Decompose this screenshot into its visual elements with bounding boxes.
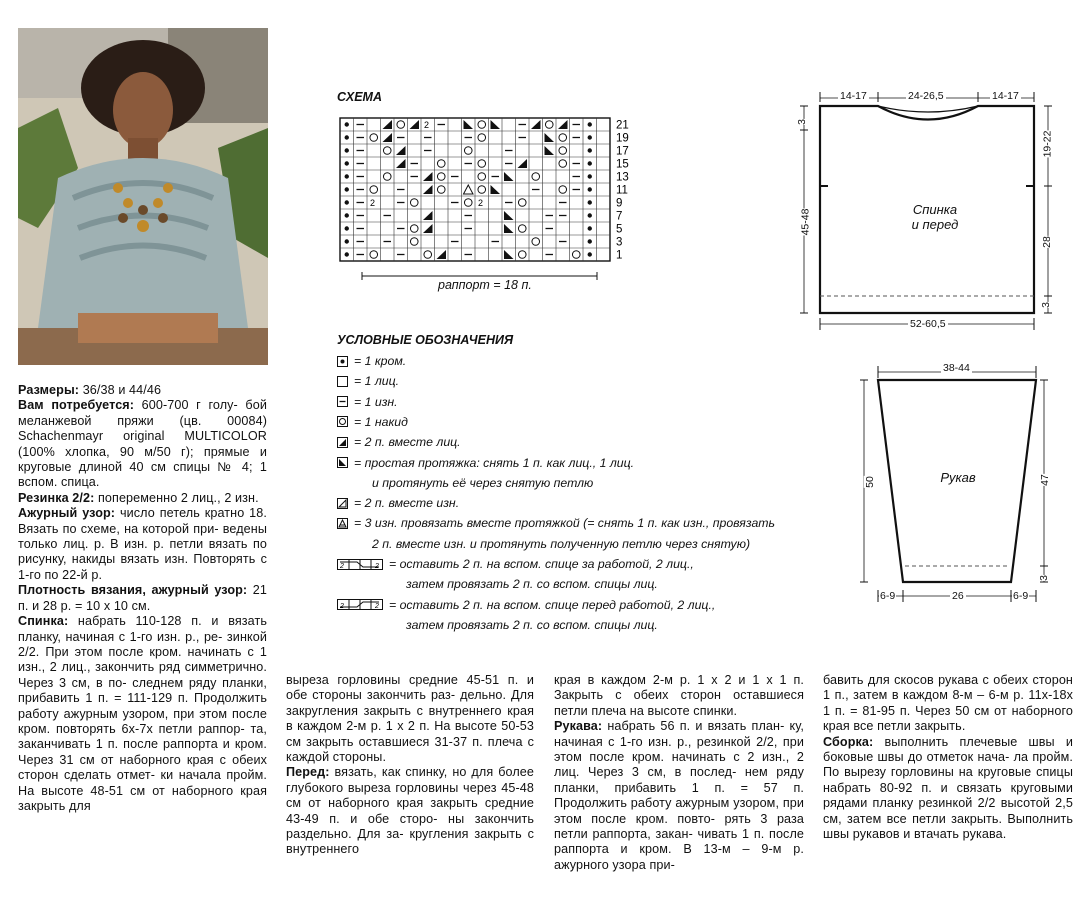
chart-row-number: 7	[616, 210, 623, 223]
cable-mark: 2	[424, 120, 430, 130]
legend-item	[372, 476, 593, 490]
chart-row-number: 17	[616, 145, 629, 158]
legend-text: = 2 п. вместе изн.	[354, 496, 460, 511]
body-dim-right-bottom: 3	[1039, 302, 1052, 308]
legend-item	[337, 415, 408, 429]
body-dim-top-right: 14-17	[992, 90, 1019, 102]
lace-label: Ажурный узор:	[18, 506, 116, 521]
gauge-label: Плотность вязания, ажурный узор:	[18, 583, 248, 598]
col4-text: бавить для скосов рукава с обеих сторон 1 п., затем в каждом 8-м – 6-м р. 11х-18х 1 п. = 81-95 п. Через 50 см от наборного края все петли закрыть.	[823, 673, 1073, 734]
ssk-icon	[337, 457, 348, 468]
rapport-label: раппорт = 18 п.	[438, 278, 532, 292]
body-dim-top-left: 14-17	[840, 90, 867, 102]
left-text-column	[18, 383, 267, 814]
text-column-3	[554, 673, 804, 873]
chart-row-numbers	[616, 120, 629, 262]
cable-mark: 2	[478, 198, 484, 208]
legend-text: и протянуть её через снятую петлю	[372, 475, 594, 490]
edge-stitch-mark	[345, 174, 349, 178]
svg-text:2: 2	[340, 603, 344, 611]
edge-stitch-mark	[345, 226, 349, 230]
svg-text:2: 2	[375, 562, 379, 570]
edge-stitch-mark	[588, 161, 592, 165]
body-label-line2: и перед	[911, 217, 959, 232]
model-photo	[18, 28, 268, 365]
body-dim-top-mid: 24-26,5	[908, 90, 944, 102]
cable-back-icon	[337, 559, 383, 570]
legend-text: = 1 кром.	[354, 354, 407, 368]
legend-text: = оставить 2 п. на вспом. спице перед работой, 2 лиц.,	[389, 597, 716, 612]
sleeve-label: Рукав	[940, 470, 976, 485]
edge-stitch-mark	[345, 135, 349, 139]
chart-row-number: 11	[616, 184, 628, 197]
legend-item	[337, 354, 406, 368]
svg-text:2: 2	[375, 603, 379, 611]
sleeve-dim-bottom-right: 6-9	[1013, 590, 1029, 602]
sleeves-value: набрать 56 п. и вязать план- ку, начиная с 1-го изн. р., резинкой 2/2, при этом после кром. начинать с 2 изн., 2 лиц. Через 3 см, в послед- нем ряду планки, прибавить 1 п. = 57 п. Продолжить работу ажурным узором, при этом после кром. повто- рять 3 раза петли раппорта, закан- чивать 1 п. после раппорта и кром. В 13-м – 9-м р. ажурного узора при-	[554, 719, 804, 872]
legend-text: = 1 изн.	[354, 394, 398, 409]
back-neckline	[878, 106, 978, 112]
edge-stitch-mark	[345, 122, 349, 126]
back-label: Спинка:	[18, 614, 69, 629]
edge-stitch-mark	[588, 213, 592, 217]
legend-text: = 1 лиц.	[354, 374, 400, 389]
sleeve-dim-top: 38-44	[943, 362, 970, 374]
sleeve-dim-right: 47	[1038, 474, 1051, 486]
chart-row-number: 3	[616, 236, 623, 249]
legend-item	[406, 618, 658, 632]
chart-row-number: 1	[616, 249, 623, 262]
model-photo-illustration	[18, 28, 268, 365]
col2-text: выреза горловины средние 45-51 п. и обе стороны закончить раз- дельно. Для закругления закрыть с внутреннего края в каждом 2-м р. 1 х 2 п. На высоте 50-53 см закрыть оставшиеся 31-37 п. плеча с каждой стороны.	[286, 673, 534, 765]
edge-stitch-mark	[345, 148, 349, 152]
legend-text: = 1 накид	[354, 414, 408, 429]
p3tog-icon	[337, 518, 348, 529]
chart-grid	[340, 118, 610, 261]
text-column-4	[823, 673, 1073, 842]
chart-row-number: 5	[616, 223, 623, 236]
back-value: набрать 110-128 п. и вязать планку, начиная с 1-го изн. р., ре- зинкой 2/2. При этом после кром. начинать с 1 изн., 2 лиц., закончить ряд симметрично. Через 3 см, в по- следнем ряду планки, прибавить 1 п. = 111-129 п. Продолжить работу ажурным узором, при этом после кром. повторять 6х-7х петли раппор- та, заканчивать 1 п. после раппорта и кром. Через 31 см от наборного края с обеих сторон сделать отмет- ки начала пройм. На высоте 48-51 см от наборного края закрыть для	[18, 614, 267, 813]
body-dim-right-top: 19-22	[1041, 130, 1054, 158]
legend-item	[337, 598, 715, 612]
edge-stitch-mark	[588, 200, 592, 204]
legend-text: затем провязать 2 п. со вспом. спицы лиц.	[406, 617, 658, 632]
legend-item	[337, 374, 399, 388]
sleeve-dim-right-bottom: 3	[1037, 575, 1050, 581]
chart-row-number: 21	[616, 119, 629, 132]
edge-stitch-mark	[588, 135, 592, 139]
yarn-over-icon	[337, 416, 348, 427]
edge-stitch-mark	[345, 187, 349, 191]
edge-stitch-mark	[588, 122, 592, 126]
edge-stitch-mark	[588, 148, 592, 152]
legend-text: затем провязать 2 п. со вспом. спицы лиц.	[406, 577, 658, 592]
legend-item	[337, 516, 775, 530]
legend-text: = 3 изн. провязать вместе протяжкой (= снять 1 п. как изн., провязать	[354, 516, 776, 531]
edge-stitch-mark	[345, 161, 349, 165]
chart-row-number: 15	[616, 158, 629, 171]
chart-row-number: 9	[616, 197, 623, 210]
front-value: вязать, как спинку, но для более глубокого выреза горловины через 45-48 см от наборного края закрыть средние 43-49 п. и обе сторо- ны закончить раздельно. Для за- кругления закрыть с внутреннего	[286, 765, 534, 857]
legend-text: = 2 п. вместе лиц.	[354, 435, 461, 450]
p2tog-icon	[337, 498, 348, 509]
sleeves-label: Рукава:	[554, 719, 603, 734]
body-dim-right-mid: 28	[1040, 236, 1053, 248]
legend-item	[406, 577, 658, 591]
sizes-label: Размеры:	[18, 383, 80, 397]
edge-stitch-mark	[345, 213, 349, 217]
need-value: 600-700 г голу- бой меланжевой пряжи (цв. 00084) Schachenmayr original MULTICOLOR (100% хлопка, 90 м/50 г); прямые и круговые длиной 40 см спицы № 4; 1 вспом. спица.	[18, 398, 267, 490]
assembly-label: Сборка:	[823, 734, 874, 749]
legend-text: 2 п. вместе изн. и протянуть полученную петлю через снятую)	[372, 536, 751, 551]
body-label-line1: Спинка	[912, 202, 958, 217]
col3-text: края в каждом 2-м р. 1 х 2 и 1 х 1 п. Закрыть с обеих сторон оставшиеся петли плеча на высоте спинки.	[554, 673, 804, 718]
edge-stitch-mark	[588, 226, 592, 230]
k2tog-icon	[337, 437, 348, 448]
legend-text: = простая протяжка: снять 1 п. как лиц., 1 лиц.	[354, 455, 635, 470]
purl-icon	[337, 396, 348, 407]
cable-front-icon	[337, 599, 383, 610]
need-label: Вам потребуется:	[18, 398, 135, 413]
chart-row-number: 19	[616, 132, 629, 145]
chart-row-number: 13	[616, 171, 629, 184]
schema-title: СХЕМА	[337, 90, 382, 104]
legend-item	[337, 557, 694, 571]
sleeve-dim-bottom-mid: 26	[952, 590, 964, 602]
edge-stitch-mark	[588, 187, 592, 191]
edge-stitch-mark	[588, 239, 592, 243]
lace-value: число петель кратно 18. Вязать по схеме, на которой при- ведены только лиц. р. В изн. р. петли вязать по рисунку, накиды вязать изн. Повторять с 1-го по 22-й р.	[18, 506, 267, 582]
legend-text: = оставить 2 п. на вспом. спице за работой, 2 лиц.,	[389, 557, 694, 571]
text-column-2	[286, 673, 534, 858]
rib-value: попеременно 2 лиц., 2 изн.	[94, 490, 259, 505]
body-dim-bottom: 52-60,5	[910, 318, 946, 330]
legend-item	[337, 456, 634, 470]
body-dim-left-big: 45-48	[799, 208, 812, 236]
edge-stitch-mark	[588, 252, 592, 256]
assembly-value: выполнить плечевые швы и боковые швы до отметок нача- ла пройм. По вырезу горловины на круговые спицы набрать 80-92 п. и связать круговыми рядами планку резинкой 2/2 высотой 2,5 см, затем все петли закрыть. Выполнить швы рукавов и втачать рукава.	[823, 734, 1073, 842]
edge-stitch-icon	[337, 356, 348, 367]
body-dim-left-small: 3	[795, 119, 808, 125]
legend-item	[337, 435, 461, 449]
edge-stitch-mark	[345, 252, 349, 256]
front-label: Перед:	[286, 765, 330, 780]
legend-item	[372, 537, 750, 551]
knit-icon	[337, 376, 348, 387]
svg-text:2: 2	[340, 562, 344, 570]
sleeve-dim-bottom-left: 6-9	[880, 590, 896, 602]
rib-label: Резинка 2/2:	[18, 490, 95, 505]
legend-item	[337, 496, 459, 510]
cable-mark: 2	[370, 198, 376, 208]
legend-item	[337, 395, 398, 409]
knitting-chart	[337, 112, 667, 297]
sizes-value: 36/38 и 44/46	[79, 383, 162, 397]
edge-stitch-mark	[345, 239, 349, 243]
gauge-value: 21 п. и 28 р. = 10 х 10 см.	[18, 583, 268, 613]
edge-stitch-mark	[345, 200, 349, 204]
body-label	[895, 202, 975, 232]
edge-stitch-mark	[588, 174, 592, 178]
legend-title: УСЛОВНЫЕ ОБОЗНАЧЕНИЯ	[337, 333, 514, 347]
sleeve-dim-left: 50	[863, 476, 876, 488]
